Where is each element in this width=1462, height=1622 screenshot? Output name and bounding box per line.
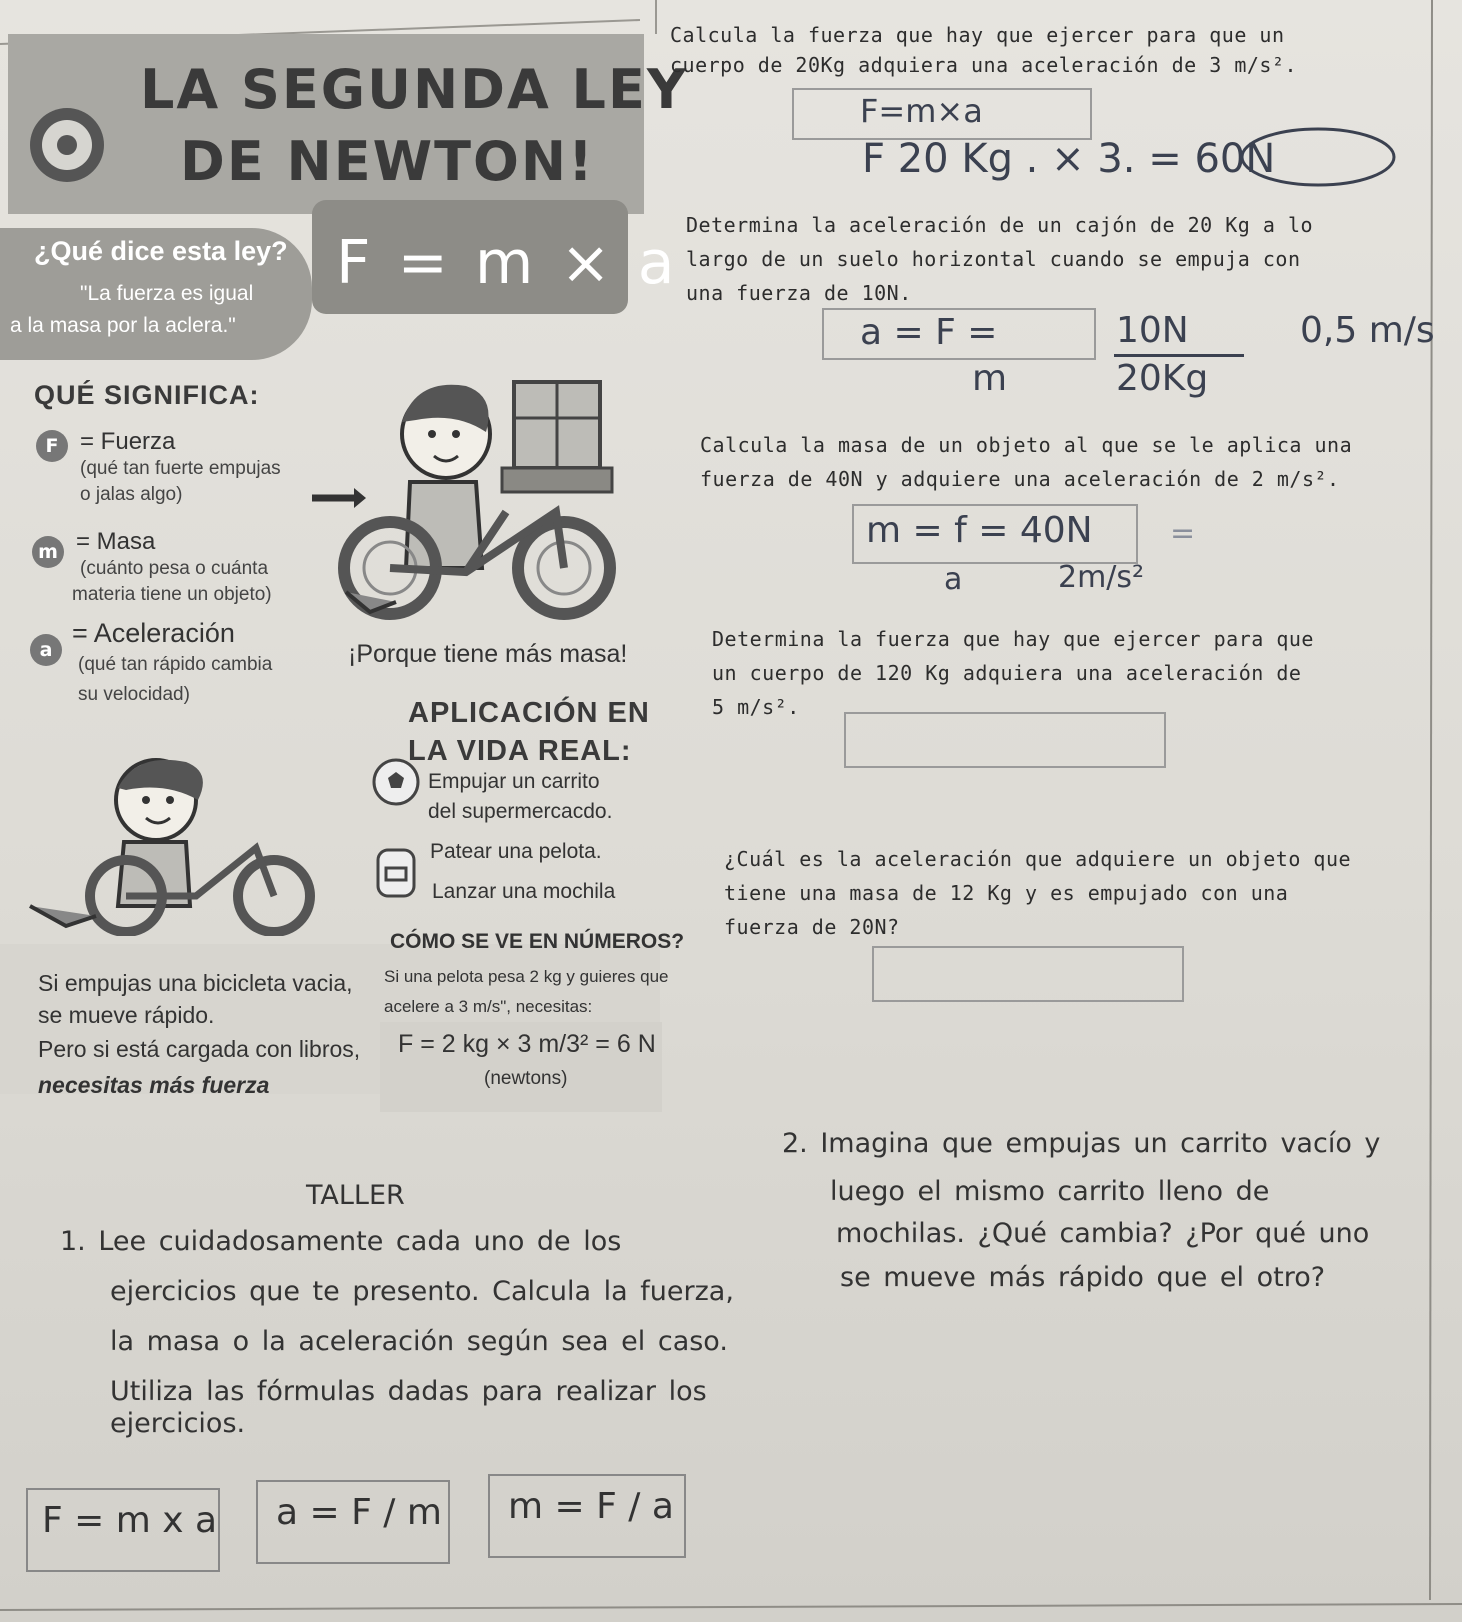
que-dice-question: ¿Qué dice esta ley? [34, 236, 288, 266]
taller-item-2-line-2: luego el mismo carrito lleno de [830, 1176, 1270, 1207]
exercise-4-line-1: Determina la fuerza que hay que ejercer para que [712, 627, 1314, 651]
exercise-2-line-3: una fuerza de 10N. [686, 281, 912, 305]
def-mass-desc-2: materia tiene un objeto) [72, 584, 272, 605]
exercise-3-handwritten-denominator: a [944, 562, 963, 597]
quote-line-1: "La fuerza es igual [80, 282, 254, 305]
formula-acceleration: a = F / m [276, 1492, 442, 1533]
exercise-3-handwritten-equals: = [1170, 516, 1196, 551]
example-item-2: del supermercacdo. [428, 800, 613, 823]
title-line-2: DE NEWTON! [180, 130, 595, 193]
taller-item-1-line-4: Utiliza las fórmulas dadas para realizar los [110, 1376, 707, 1407]
taller-item-1-line-5: ejercicios. [110, 1408, 246, 1439]
exercise-4-line-2: un cuerpo de 120 Kg adquiera una aceleración de [712, 661, 1302, 685]
right-edge-line [1428, 0, 1462, 1622]
acceleration-letter-icon: a [30, 634, 62, 666]
exercise-3-line-2: fuerza de 40N y adquiere una aceleración de 2 m/s². [700, 467, 1340, 491]
target-icon [30, 108, 104, 182]
soccer-ball-icon [370, 756, 422, 808]
exercise-1-line-2: cuerpo de 20Kg adquiera una aceleración de 3 m/s². [670, 53, 1298, 77]
como-heading: CÓMO SE VE EN NÚMEROS? [390, 930, 685, 953]
exercise-3-text [700, 428, 1352, 496]
exercise-4-line-3: 5 m/s². [712, 695, 800, 719]
bike-text-line-1: Si empujas una bicicleta vacia, [38, 970, 353, 996]
aplicacion-heading [408, 694, 650, 770]
bike-text-line-2: se mueve rápido. [38, 1002, 215, 1028]
exercise-2-line-2: largo de un suelo horizontal cuando se empuja con [686, 247, 1301, 271]
taller-item-2-line-4: se mueve más rápido que el otro? [840, 1262, 1326, 1293]
taller-heading: TALLER [306, 1180, 405, 1211]
calculation-formula: F = 2 kg × 3 m/3² = 6 N [398, 1030, 656, 1058]
como-description [384, 962, 668, 1022]
exercise-4-text [712, 622, 1314, 724]
def-acceleration-desc-2: su velocidad) [78, 684, 190, 705]
exercise-5-line-2: tiene una masa de 12 Kg y es empujado con una [724, 881, 1289, 905]
force-letter-icon: F [36, 430, 68, 462]
exercise-1-handwritten-work: F 20 Kg . × 3. = 60N [862, 136, 1276, 182]
taller-item-1-line-3: la masa o la aceleración según sea el caso. [110, 1326, 728, 1357]
def-mass-desc-1: (cuánto pesa o cuánta [80, 558, 269, 579]
def-force-desc-1: (qué tan fuerte empujas [80, 458, 281, 479]
aplicacion-heading-line-1: APLICACIÓN EN [408, 697, 650, 729]
def-acceleration-desc-1: (qué tan rápido cambia [78, 654, 273, 675]
boy-loaded-bike-illustration [306, 372, 642, 632]
example-item-3: Patear una pelota. [430, 840, 602, 863]
boy-empty-bike-illustration [26, 756, 326, 936]
def-force-desc-2: o jalas algo) [80, 484, 183, 505]
exercise-5-answer-box[interactable] [872, 946, 1184, 1002]
exercise-2-text [686, 208, 1313, 310]
def-force-label: = Fuerza [80, 428, 176, 455]
exercise-3-handwritten-denominator-value: 2m/s² [1058, 560, 1145, 595]
exercise-2-handwritten-numerator: 10N [1116, 310, 1189, 351]
exercise-2-handwritten-formula: a = F = [860, 312, 998, 353]
exercise-2-handwritten-denominator-value: 20Kg [1116, 358, 1209, 399]
quote-line-2: a la masa por la aclera." [10, 314, 236, 337]
aplicacion-heading-line-2: LA VIDA REAL: [408, 735, 632, 767]
bike-text-line-3: Pero si está cargada con libros, [38, 1036, 361, 1062]
exercise-1-line-1: Calcula la fuerza que hay que ejercer para que un [670, 23, 1285, 47]
mass-letter-icon: m [32, 536, 64, 568]
taller-item-2-line-1: 2. Imagina que empujas un carrito vacío y [782, 1128, 1381, 1159]
bottom-fold-line [0, 1590, 1462, 1622]
como-desc-line-2: acelere a 3 m/s", necesitas: [384, 997, 593, 1016]
def-mass-label: = Masa [76, 528, 156, 555]
exercise-2-handwritten-result: 0,5 m/s [1300, 310, 1435, 351]
example-item-1: Empujar un carrito [428, 770, 600, 793]
exercise-2-line-1: Determina la aceleración de un cajón de 20 Kg a lo [686, 213, 1314, 237]
exercise-5-line-3: fuerza de 20N? [724, 915, 900, 939]
exercise-4-answer-box[interactable] [844, 712, 1166, 768]
taller-item-1-line-1: 1. Lee cuidadosamente cada uno de los [60, 1226, 622, 1257]
exercise-5-line-1: ¿Cuál es la aceleración que adquiere un objeto que [724, 847, 1352, 871]
def-acceleration-label: = Aceleración [72, 618, 235, 648]
exercise-2-fraction-bar [1114, 354, 1244, 357]
exercise-2-handwritten-denominator: m [972, 358, 1008, 399]
como-desc-line-1: Si una pelota pesa 2 kg y guieres que [384, 967, 669, 986]
exercise-3-handwritten-formula: m = f = 40N [866, 510, 1093, 551]
significa-heading: QUÉ SIGNIFICA: [34, 380, 260, 410]
taller-item-1-line-2: ejercicios que te presento. Calcula la fuerza, [110, 1276, 734, 1307]
porque-tiene-mas-masa: ¡Porque tiene más masa! [348, 640, 628, 668]
main-formula: F = m × a [336, 228, 679, 298]
newtons-unit: (newtons) [484, 1068, 568, 1089]
exercise-1-text [670, 20, 1297, 80]
backpack-icon [370, 840, 422, 902]
exercise-3-line-1: Calcula la masa de un objeto al que se le aplica una [700, 433, 1353, 457]
formula-force: F = m x a [42, 1500, 218, 1541]
taller-item-2-line-3: mochilas. ¿Qué cambia? ¿Por qué uno [836, 1218, 1370, 1249]
bike-text-line-4: necesitas más fuerza [38, 1072, 270, 1098]
exercise-1-handwritten-formula: F=m×a [860, 92, 983, 130]
title-line-1: LA SEGUNDA LEY [140, 58, 688, 121]
exercise-1-answer-circle [1238, 124, 1398, 190]
formula-mass: m = F / a [508, 1486, 674, 1527]
example-item-4: Lanzar una mochila [432, 880, 616, 903]
exercise-5-text [724, 842, 1351, 944]
